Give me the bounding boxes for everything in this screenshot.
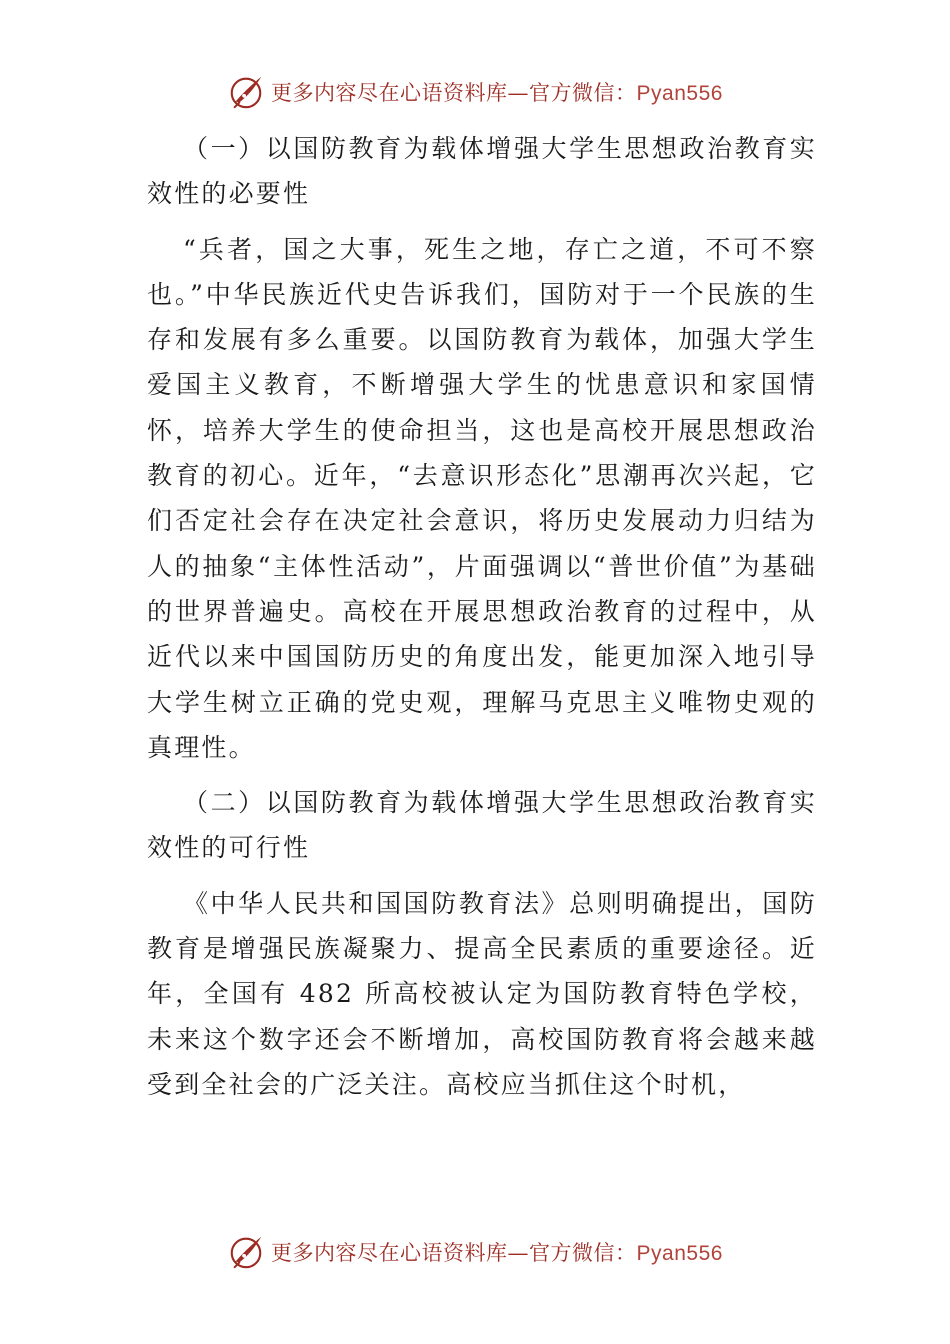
wechat-id: Pyan556	[636, 1242, 723, 1265]
banner-label: 更多内容尽在心语资料库—官方微信：	[271, 81, 637, 105]
wechat-id: Pyan556	[636, 82, 723, 105]
section-heading-2: （二）以国防教育为载体增强大学生思想政治教育实效性的可行性	[147, 788, 817, 863]
quill-logo-icon	[227, 1233, 265, 1271]
banner-text	[271, 1237, 723, 1267]
banner-text	[271, 77, 723, 107]
section-heading-1: （一）以国防教育为载体增强大学生思想政治教育实效性的必要性	[147, 134, 817, 209]
document-body	[147, 126, 817, 1117]
footer-banner	[0, 1232, 950, 1272]
banner-label: 更多内容尽在心语资料库—官方微信：	[271, 1241, 637, 1265]
quill-logo-icon	[227, 73, 265, 111]
paragraph-2: 《中华人民共和国国防教育法》总则明确提出，国防教育是增强民族凝聚力、提高全民素质的重要途径。近年，全国有 482 所高校被认定为国防教育特色学校，未来这个数字还会不断增加，高校国防教育将会越来越受到全社会的广泛关注。高校应当抓住这个时机，	[147, 888, 817, 1099]
header-banner	[0, 72, 950, 112]
paragraph-1: “兵者，国之大事，死生之地，存亡之道，不可不察也。”中华民族近代史告诉我们，国防对于一个民族的生存和发展有多么重要。以国防教育为载体，加强大学生爱国主义教育，不断增强大学生的忧患意识和家国情怀，培养大学生的使命担当，这也是高校开展思想政治教育的初心。近年，“去意识形态化”思潮再次兴起，它们否定社会存在决定社会意识，将历史发展动力归结为人的抽象“主体性活动”，片面强调以“普世价值”为基础的世界普遍史。高校在开展思想政治教育的过程中，从近代以来中国国防历史的角度出发，能更加深入地引导大学生树立正确的党史观，理解马克思主义唯物史观的真理性。	[147, 234, 817, 762]
